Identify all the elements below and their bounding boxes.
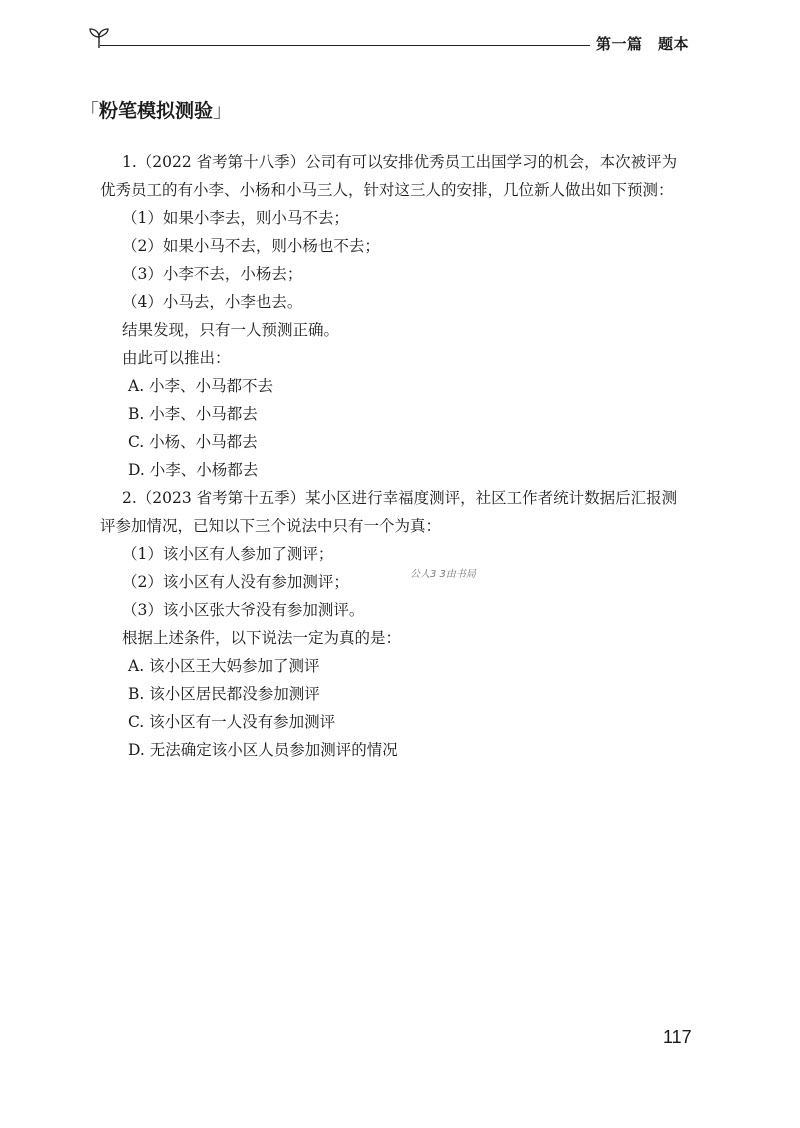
q2-option-a: A. 该小区王大妈参加了测评 — [128, 657, 320, 675]
q2-option-d: D. 无法确定该小区人员参加测评的情况 — [128, 741, 398, 759]
q1-option-b: B. 小李、小马都去 — [128, 405, 258, 423]
heading-bracket-close: 」 — [213, 100, 233, 122]
q2-stem-line-1: 2.（2023 省考第十五季）某小区进行幸福度测评，社区工作者统计数据后汇报测 — [122, 489, 678, 507]
q2-option-b: B. 该小区居民都没参加测评 — [128, 685, 320, 703]
q1-stem-line-2: 优秀员工的有小李、小杨和小马三人，针对这三人的安排，几位新人做出如下预测： — [100, 181, 674, 199]
q1-option-a: A. 小李、小马都不去 — [128, 377, 274, 395]
q2-option-c: C. 该小区有一人没有参加测评 — [128, 713, 336, 731]
q2-prompt: 根据上述条件，以下说法一定为真的是： — [122, 629, 402, 647]
handwritten-note: 公人3 3由书局 — [410, 569, 476, 580]
q1-option-d: D. 小李、小杨都去 — [128, 461, 259, 479]
q1-stem-line-1: 1.（2022 省考第十八季）公司有可以安排优秀员工出国学习的机会，本次被评为 — [122, 153, 678, 171]
q1-condition-1: （1）如果小李去，则小马不去； — [122, 209, 349, 227]
q1-result: 结果发现，只有一人预测正确。 — [122, 321, 340, 339]
section-title: 粉笔模拟测验 — [99, 100, 214, 122]
q2-stem-line-2: 评参加情况，已知以下三个说法中只有一个为真： — [100, 517, 442, 535]
q2-condition-1: （1）该小区有人参加了测评； — [122, 545, 334, 563]
heading-bracket-open: 「 — [80, 100, 100, 122]
q2-condition-2: （2）该小区有人没有参加测评； — [122, 573, 349, 591]
question-content — [100, 148, 710, 764]
section-heading — [80, 96, 232, 123]
q1-condition-2: （2）如果小马不去，则小杨也不去； — [122, 237, 380, 255]
q1-prompt: 由此可以推出： — [122, 349, 231, 367]
q1-condition-3: （3）小李不去，小杨去； — [122, 265, 303, 283]
page-number: 117 — [663, 1027, 692, 1047]
sprout-icon — [86, 24, 112, 50]
header-title: 第一篇 题本 — [596, 35, 690, 53]
q1-option-c: C. 小杨、小马都去 — [128, 433, 258, 451]
q2-condition-3: （3）该小区张大爷没有参加测评。 — [122, 601, 365, 619]
header-divider — [100, 45, 590, 46]
q1-condition-4: （4）小马去，小李也去。 — [122, 293, 303, 311]
